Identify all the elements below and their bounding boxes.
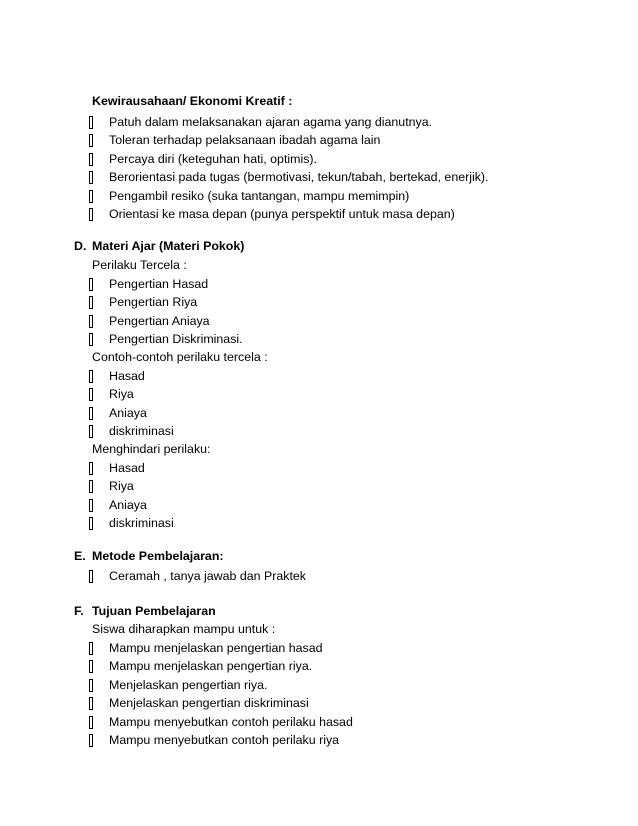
section-f-title: Tujuan Pembelajaran (92, 604, 216, 618)
bullet-icon (89, 153, 93, 166)
bullet-icon (89, 734, 93, 747)
bullet-icon (89, 296, 93, 309)
bullet-icon (89, 171, 93, 184)
bullet-icon (89, 190, 93, 203)
kewirausahaan-heading: Kewirausahaan/ Ekonomi Kreatif : (92, 94, 293, 108)
bullet-icon (89, 697, 93, 710)
bullet-icon (89, 388, 93, 401)
bullet-icon (89, 116, 93, 129)
section-d-letter: D. (74, 239, 87, 253)
bullet-icon (89, 333, 93, 346)
document-page: Kewirausahaan/ Ekonomi Kreatif : Patuh dalam melaksanakan ajaran agama yang dianutnya. Toleran terhadap pelaksanaan ibadah agama lain Percaya diri (keteguhan hati, optimis). Berorientasi pada tugas (bermotivasi, tekun/tabah, bertekad, enerjik). Pengambil resiko (suka tantangan, mampu memimpin) Orientasi ke masa depan (punya perspektif untuk masa depan) D. Materi Ajar (Materi Pokok) Perilaku Tercela : Pengertian Hasad Pengertian Riya Pengertian Aniaya Pengertian Diskriminasi. Contoh-contoh perilaku tercela : Hasad Riya Aniaya diskriminasi Menghindari perilaku: Hasad Riya Aniaya diskriminasi E. Metode Pembelajaran: Ceramah , tanya jawab dan Praktek F. Tujuan Pembelajaran Siswa diharapkan mampu untuk : Mampu menjelaskan pengertian hasad Mampu menjelaskan pengertian riya. Menjelaskan pengertian riya. Menjelaskan pengertian diskriminasi Mampu menyebutkan contoh perilaku hasad Mampu menyebutkan contoh perilaku riya (74, 94, 489, 747)
bullet-icon (89, 660, 93, 673)
section-f-sub: Siswa diharapkan mampu untuk : (92, 622, 276, 636)
bullet-icon (89, 278, 93, 291)
section-f-letter: F. (74, 604, 84, 618)
section-d-title: Materi Ajar (Materi Pokok) (92, 239, 245, 253)
bullet-icon (89, 407, 93, 420)
bullet-icon (89, 134, 93, 147)
bullet-icon (89, 679, 93, 692)
section-d-sub3: Menghindari perilaku: (92, 442, 211, 456)
bullet-icon (89, 570, 93, 583)
bullet-icon (89, 716, 93, 729)
bullet-icon (89, 499, 93, 512)
bullet-icon (89, 642, 93, 655)
bullet-icon (89, 462, 93, 475)
section-d-sub2: Contoh-contoh perilaku tercela : (92, 350, 268, 364)
bullet-icon (89, 517, 93, 530)
bullet-icon (89, 370, 93, 383)
section-e-title: Metode Pembelajaran: (92, 549, 224, 563)
section-e-letter: E. (74, 549, 86, 563)
bullet-icon (89, 480, 93, 493)
section-d-sub1: Perilaku Tercela : (92, 258, 187, 272)
bullet-icon (89, 315, 93, 328)
bullet-icon (89, 208, 93, 221)
bullet-icon (89, 425, 93, 438)
